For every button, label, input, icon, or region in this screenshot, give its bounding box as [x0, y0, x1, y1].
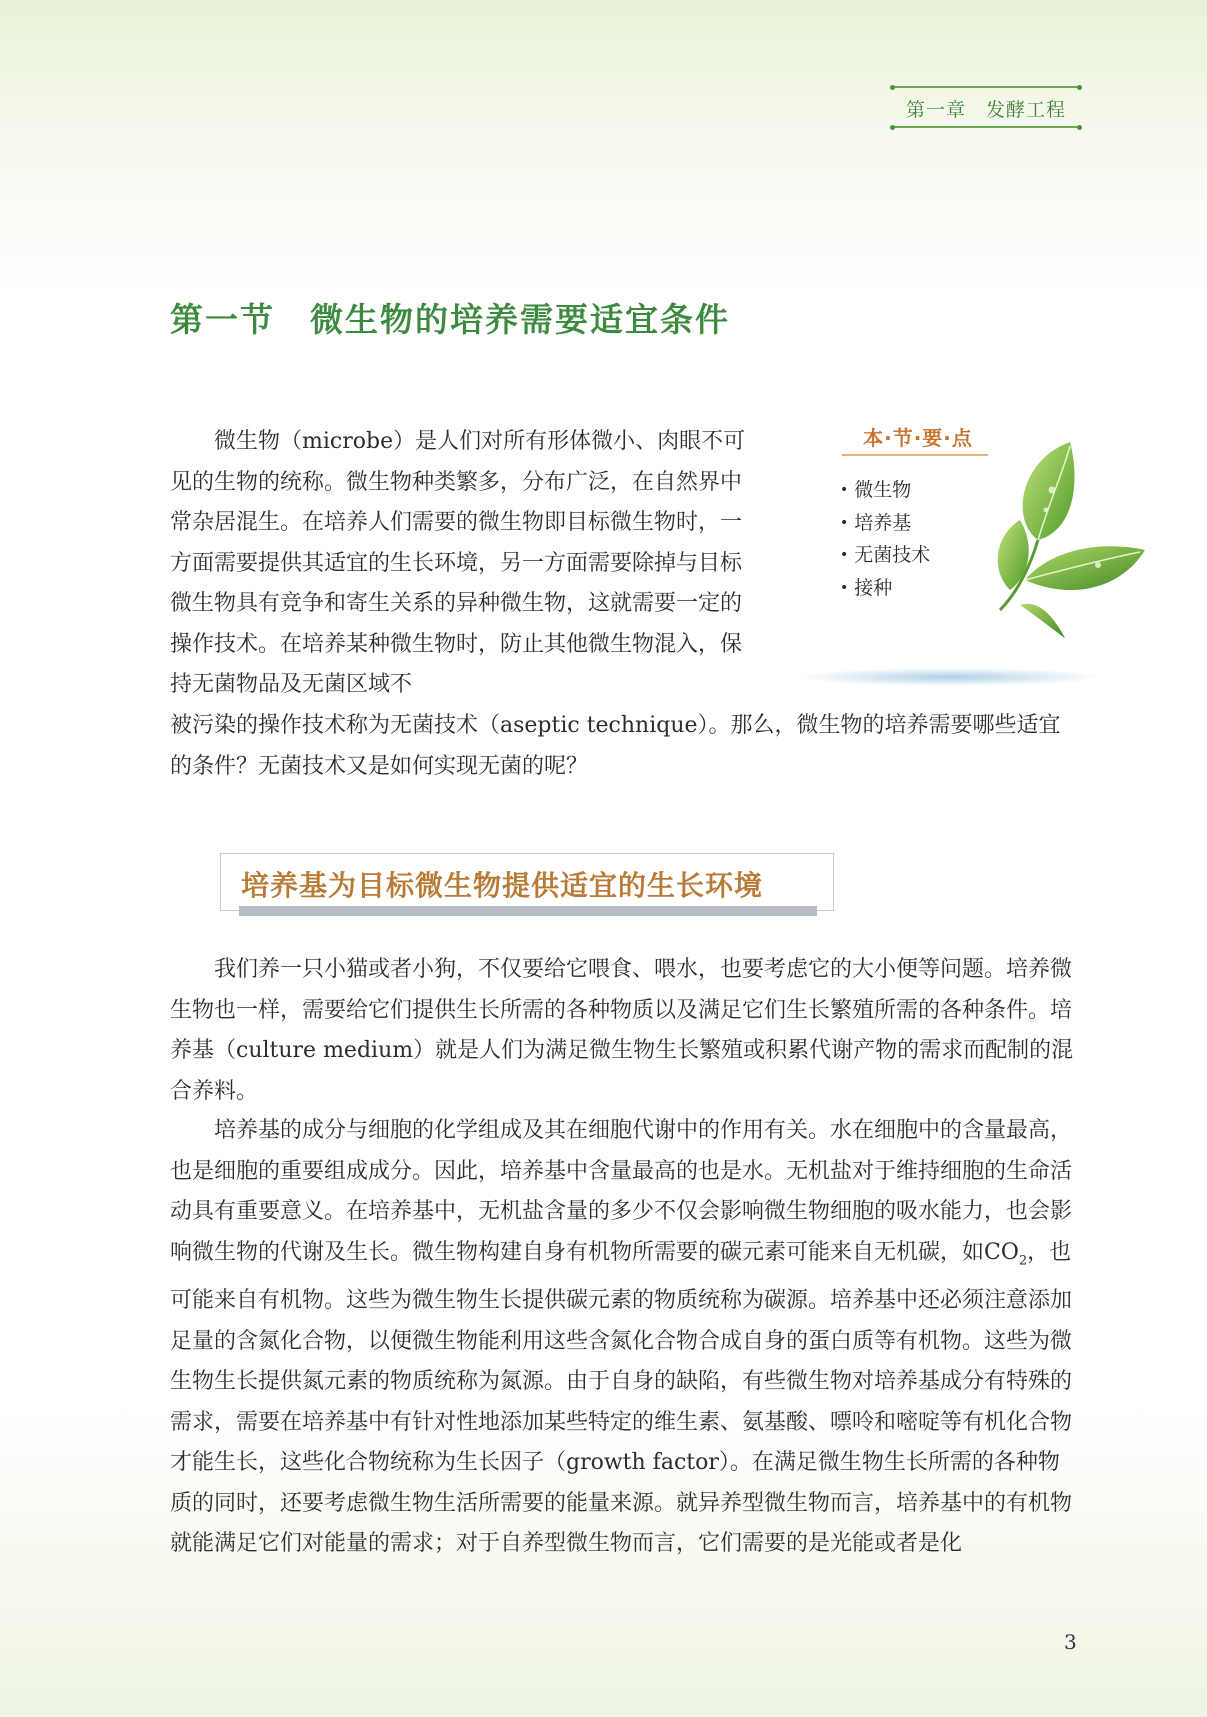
key-points-list [840, 474, 930, 604]
body-paragraph-2-part-b: ，也可能来自有机物。这些为微生物生长提供碳元素的物质统称为碳源。培养基中还必须注意添加足量的含氮化合物，以便微生物能利用这些含氮化合物合成自身的蛋白质等有机物。这些为微生物生长提供氮元素的物质统称为氮源。由于自身的缺陷，有些微生物对培养基成分有特殊的需求，需要在培养基中有针对性地添加某些特定的维生素、氨基酸、嘌呤和嘧啶等有机化合物才能生长，这些化合物统称为生长因子（growth factor）。在满足微生物生长所需的各种物质的同时，还要考虑微生物生活所需要的能量来源。就异养型微生物而言，培养基中的有机物就能满足它们对能量的需求；对于自养型微生物而言，它们需要的是光能或者是化 [170, 1239, 1073, 1557]
bullet-icon: • [840, 547, 849, 563]
header-dot [1077, 125, 1082, 130]
key-point-item [840, 507, 930, 540]
header-dot [1077, 85, 1082, 90]
leaf-icon [980, 440, 1150, 640]
subsection-title: 培养基为目标微生物提供适宜的生长环境 [241, 869, 764, 902]
intro-paragraph: 微生物（microbe）是人们对所有形体微小、肉眼不可见的生物的统称。微生物种类繁多，分布广泛，在自然界中常杂居混生。在培养人们需要的微生物即目标微生物时，一方面需要提供其适宜的生长环境，另一方面需要除掉与目标微生物具有竞争和寄生关系的异种微生物，这就需要一定的操作技术。在培养某种微生物时，防止其他微生物混入，保持无菌物品及无菌区域不 [170, 429, 746, 697]
subscript-2: 2 [1018, 1252, 1028, 1268]
key-point-label: 接种 [854, 576, 893, 599]
section-title: 第一节 微生物的培养需要适宜条件 [170, 300, 730, 339]
header-dot [890, 85, 895, 90]
body-paragraph-2 [170, 1111, 1080, 1565]
body-paragraph-1: 我们养一只小猫或者小狗，不仅要给它喂食、喂水，也要考虑它的大小便等问题。培养微生物也一样，需要给它们提供生长所需的各种物质以及满足它们生长繁殖所需的各种条件。培养基（culture medium）就是人们为满足微生物生长繁殖或积累代谢产物的需求而配制的混合养料。 [170, 957, 1074, 1104]
key-points-title-rule [842, 454, 988, 456]
key-point-item [840, 474, 930, 507]
key-points-shadow [800, 668, 1100, 686]
header-rule-top [893, 86, 1079, 88]
bullet-icon: • [840, 579, 849, 596]
bullet-icon: • [840, 482, 849, 498]
intro-paragraph-continued: 被污染的操作技术称为无菌技术（aseptic technique）。那么，微生物的培养需要哪些适宜的条件？无菌技术又是如何实现无菌的呢？ [170, 713, 1061, 779]
key-points-panel [780, 350, 1150, 710]
key-point-label: 微生物 [854, 479, 912, 501]
page-number: 3 [1064, 1630, 1077, 1654]
body-paragraph-2-part-a: 培养基的成分与细胞的化学组成及其在细胞代谢中的作用有关。水在细胞中的含量最高，也是细胞的重要组成成分。因此，培养基中含量最高的也是水。无机盐对于维持细胞的生命活动具有重要意义。在培养基中，无机盐含量的多少不仅会影响微生物细胞的吸水能力，也会影响微生物的代谢及生长。微生物构建自身有机物所需要的碳元素可能来自无机碳，如CO [170, 1118, 1073, 1265]
chapter-header [893, 86, 1079, 128]
bullet-icon: • [840, 514, 849, 531]
key-point-label: 培养基 [854, 511, 912, 534]
subsection-heading-box [220, 853, 834, 911]
subsection-underline [239, 906, 817, 916]
key-points-title: 本·节·要·点 [863, 426, 973, 450]
chapter-title: 第一章 发酵工程 [905, 99, 1066, 121]
key-point-item [840, 539, 930, 572]
header-dot [890, 125, 895, 130]
key-point-item [840, 572, 930, 605]
key-point-label: 无菌技术 [854, 544, 931, 566]
header-rule-bottom [893, 126, 1079, 128]
